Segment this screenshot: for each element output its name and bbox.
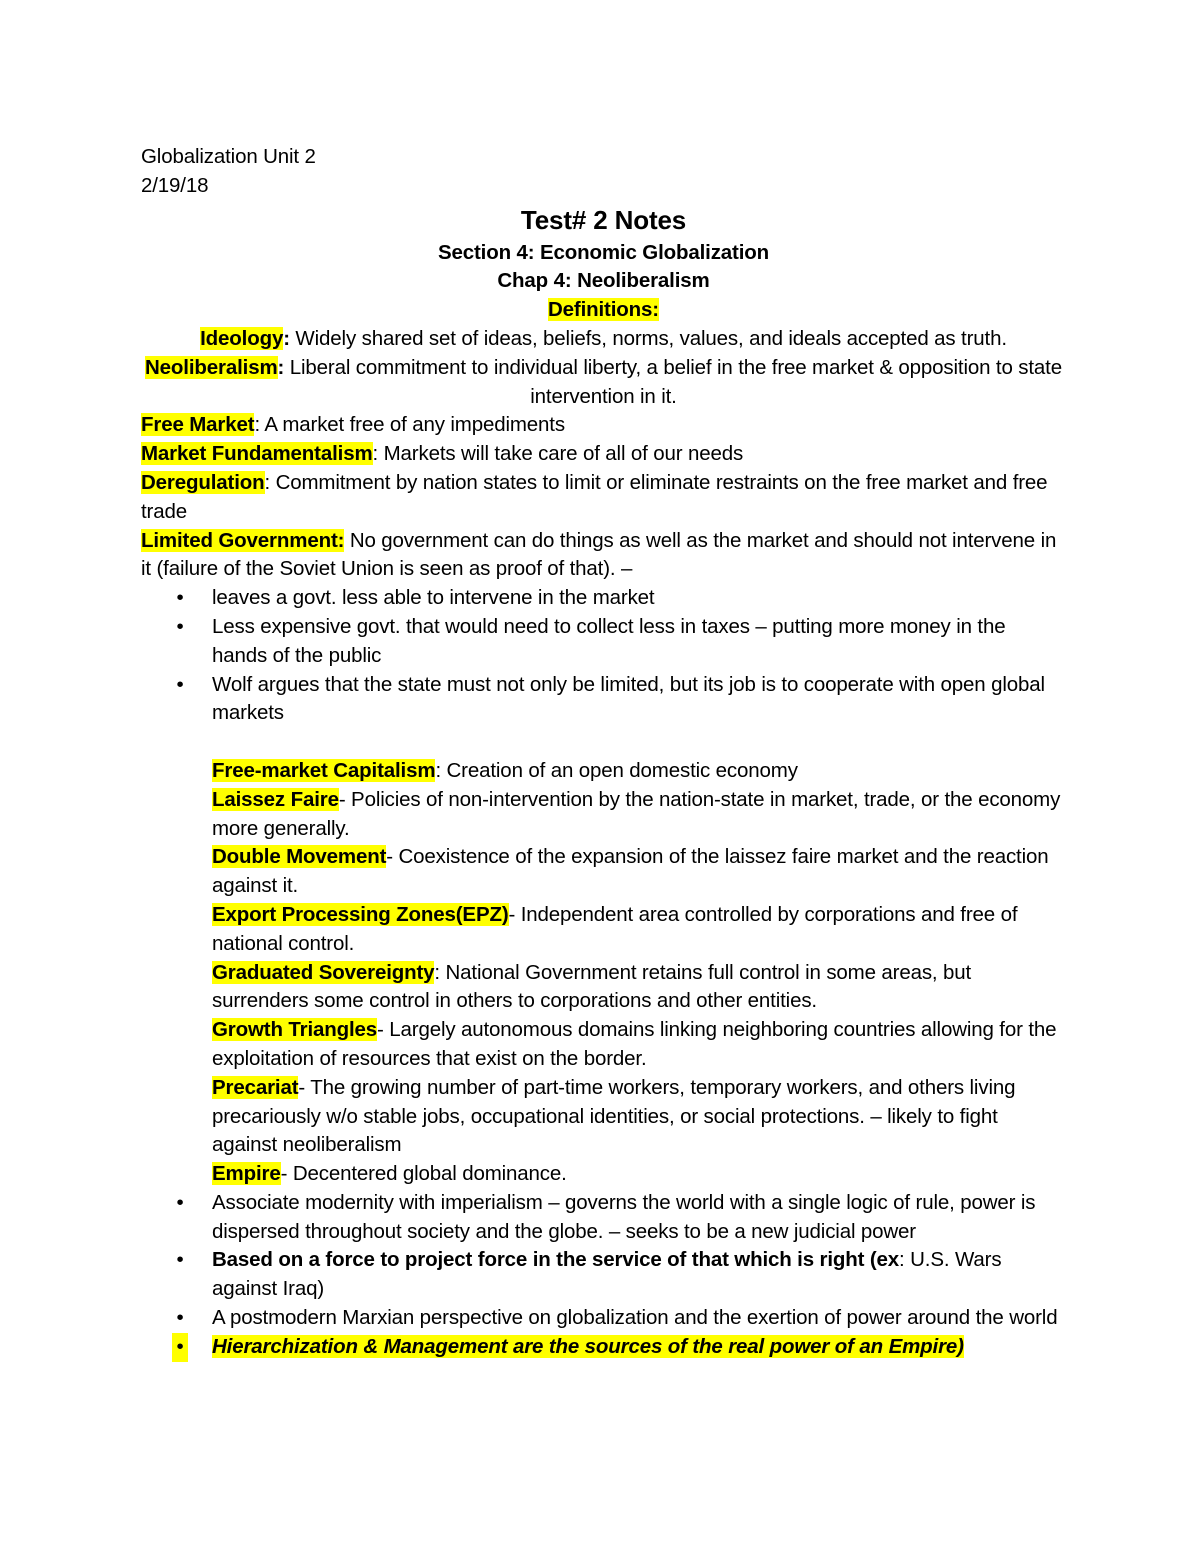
term-sep: : — [264, 470, 271, 494]
definition-text: A market free of any impediments — [259, 413, 565, 437]
list-item — [141, 1304, 1066, 1333]
bullet-icon: • — [176, 614, 184, 638]
document-body — [141, 143, 1066, 1362]
bullet-icon: • — [176, 1190, 184, 1214]
bullet-icon: • — [172, 1333, 188, 1362]
list-item — [141, 584, 1066, 613]
term-sep: : — [277, 355, 285, 379]
bullet-icon: • — [176, 672, 184, 696]
definition-limited-government — [141, 527, 1066, 585]
term: Growth Triangles — [212, 1018, 378, 1042]
term: Laissez Faire — [212, 787, 339, 811]
indented-definitions — [141, 757, 1066, 1189]
definition-text: - Largely autonomous domains linking neighboring countries allowing for the exploitation of resources that exist on the border. — [212, 1018, 1057, 1070]
term: Precariat — [212, 1075, 299, 1099]
bullet-icon: • — [176, 1306, 184, 1330]
term-sep: : — [372, 442, 379, 466]
definition-text: Commitment by nation states to limit or eliminate restraints on the free market and free trade — [141, 470, 1048, 523]
note-date: 2/19/18 — [141, 173, 209, 197]
definition-graduated-sovereignty — [212, 959, 1066, 1017]
definition-text: Liberal commitment to individual liberty, a belief in the free market & opposition to state intervention in it. — [284, 355, 1062, 408]
list-item-bold-text: Based on a force to project force in the service of that which is right (ex — [212, 1248, 900, 1272]
definition-export-processing-zones — [212, 901, 1066, 959]
definition-ideology — [141, 325, 1066, 354]
definition-text: No government can do things as well as the market and should not intervene in it (failure of the Soviet Union is seen as proof of that). – — [141, 528, 1057, 581]
definition-text: : National Government retains full control in some areas, but surrenders some control in others to corporations and other entities. — [212, 960, 972, 1013]
course-title: Globalization Unit 2 — [141, 145, 316, 168]
term-sep: : — [283, 326, 290, 350]
definitions-heading — [141, 296, 1066, 325]
term: Double Movement — [212, 845, 387, 869]
definition-precariat — [212, 1074, 1066, 1160]
term: Limited Government: — [141, 528, 345, 552]
page-title: Test# 2 Notes — [520, 204, 687, 235]
definition-text: - Coexistence of the expansion of the laissez faire market and the reaction against it. — [212, 845, 1049, 898]
empire-bullets — [141, 1189, 1066, 1362]
list-item-text: Associate modernity with imperialism – governs the world with a single logic of rule, power is dispersed throughout society and the globe. – seeks to be a new judicial power — [212, 1190, 1036, 1243]
list-item-text: A postmodern Marxian perspective on globalization and the exertion of power around the world — [212, 1306, 1058, 1330]
definitions-heading-text: Definitions: — [548, 298, 659, 322]
list-item — [141, 613, 1066, 671]
list-item — [141, 1189, 1066, 1247]
definition-free-market — [141, 411, 1066, 440]
definition-double-movement — [212, 843, 1066, 901]
list-item-text: Wolf argues that the state must not only be limited, but its job is to cooperate with open global markets — [212, 672, 1045, 725]
list-item — [141, 1246, 1066, 1304]
definition-text: - Decentered global dominance. — [280, 1162, 567, 1186]
definition-free-market-capitalism — [212, 757, 1066, 786]
term: Empire — [212, 1162, 281, 1186]
bullet-icon: • — [176, 586, 184, 610]
list-item — [141, 1333, 1066, 1362]
definition-text: - The growing number of part-time workers, temporary workers, and others living precariously w/o stable jobs, occupational identities, or social protections. – likely to fight against neoliberalism — [212, 1075, 1016, 1157]
definition-text: Markets will take care of all of our needs — [378, 442, 744, 466]
list-item-text: Hierarchization & Management are the sources of the real power of an Empire) — [212, 1334, 964, 1358]
term: Free-market Capitalism — [212, 758, 436, 782]
bullet-icon: • — [176, 1248, 184, 1272]
list-item — [141, 671, 1066, 729]
list-item-text: Less expensive govt. that would need to collect less in taxes – putting more money in the hands of the public — [212, 614, 1006, 667]
definition-laissez-faire — [212, 786, 1066, 844]
limited-government-bullets — [141, 584, 1066, 728]
chapter-heading: Chap 4: Neoliberalism — [497, 269, 710, 293]
blank-line — [141, 728, 1066, 757]
term-sep: : — [254, 413, 260, 437]
list-item-text: : U.S. Wars against Iraq) — [212, 1248, 1002, 1301]
term: Deregulation — [141, 470, 265, 494]
definition-text: : Creation of an open domestic economy — [435, 758, 798, 782]
term: Market Fundamentalism — [141, 442, 373, 466]
definition-neoliberalism — [141, 354, 1066, 412]
definition-deregulation — [141, 469, 1066, 527]
definition-text: Widely shared set of ideas, beliefs, norms, values, and ideals accepted as truth. — [289, 326, 1007, 350]
definition-empire — [212, 1160, 1066, 1189]
term: Neoliberalism — [145, 355, 278, 379]
definition-text: - Independent area controlled by corporations and free of national control. — [212, 902, 1018, 955]
term: Graduated Sovereignty — [212, 960, 435, 984]
section-heading: Section 4: Economic Globalization — [437, 240, 770, 264]
definition-text: - Policies of non-intervention by the nation-state in market, trade, or the economy more generally. — [212, 787, 1061, 840]
term: Export Processing Zones(EPZ) — [212, 902, 509, 926]
definition-growth-triangles — [212, 1016, 1066, 1074]
list-item-text: leaves a govt. less able to intervene in the market — [212, 586, 655, 610]
term: Ideology — [200, 326, 284, 350]
term: Free Market — [141, 413, 255, 437]
definition-market-fundamentalism — [141, 440, 1066, 469]
